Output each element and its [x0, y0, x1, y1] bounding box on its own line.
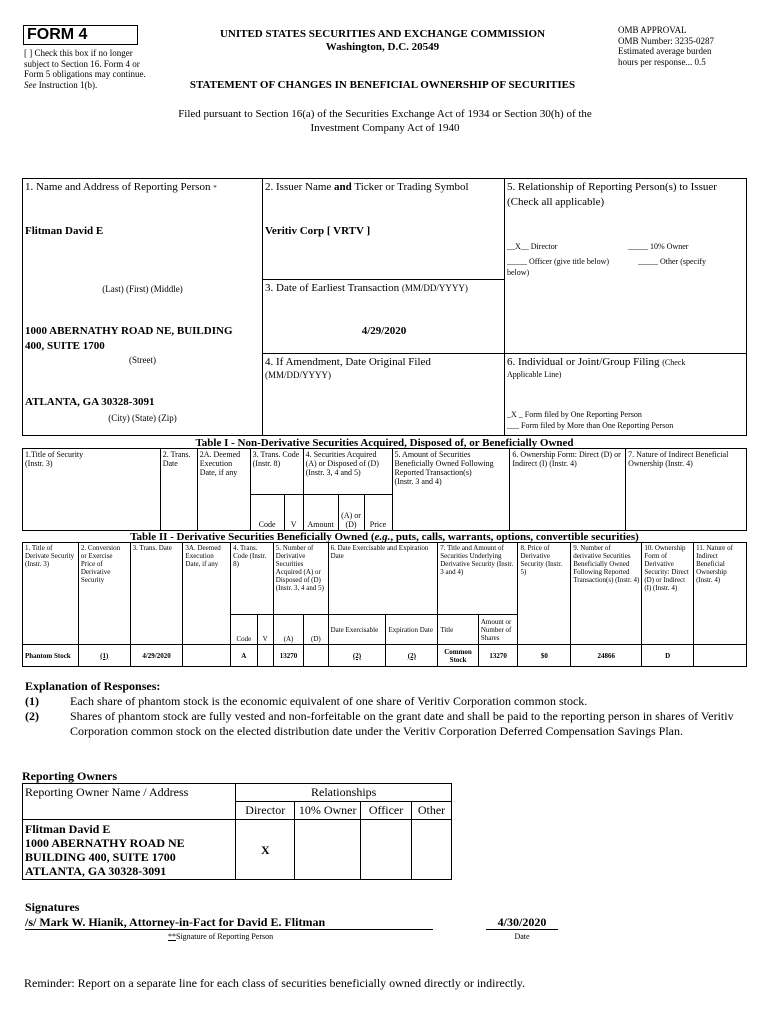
- box3-label-fmt: (MM/DD/YYYY): [401, 283, 468, 293]
- t2-col-conversion: 2. Conversion or Exercise Price of Derivative Security: [78, 543, 130, 645]
- explanation-n2: (2): [25, 709, 39, 723]
- owners-col-director: Director: [236, 802, 295, 820]
- box3-label-text: 3. Date of Earliest Transaction: [265, 282, 400, 294]
- signer-label: **Signature of Reporting Person: [168, 932, 274, 941]
- t2-sub-amount: Amount or Number of Shares: [478, 615, 518, 645]
- t2-sub-a: (A): [273, 615, 303, 645]
- t2-sub-code: Code: [231, 615, 257, 645]
- owners-col-name: Reporting Owner Name / Address: [23, 784, 236, 820]
- box2-label-pre: 2. Issuer Name: [265, 181, 332, 193]
- t2-col-form: 10. Ownership Form of Derivative Security: Direct (D) or Indirect (I) (Instr. 4): [642, 543, 694, 645]
- t2-col-exercisable: 6. Date Exercisable and Expiration Date: [328, 543, 438, 615]
- owners-table: [22, 783, 452, 880]
- check-box-text: [ ] Check this box if no longer subject to Section 16. Form 4 or Form 5 obligations may continue.: [24, 48, 146, 79]
- earliest-transaction-date: 4/29/2020: [361, 325, 407, 337]
- table2-title: Table II - Derivative Securities Beneficially Owned (e.g., puts, calls, warrants, options, convertible securities): [130, 531, 639, 543]
- owners-col-10pct: 10% Owner: [295, 802, 361, 820]
- t2-col-number: 5. Number of Derivative Securities Acquired (A) or Disposed of (D) (Instr. 3, 4 and 5): [273, 543, 328, 615]
- box6-label-text: 6. Individual or Joint/Group Filing: [507, 356, 660, 368]
- filed-pursuant-2: Investment Company Act of 1940: [310, 122, 460, 134]
- box2-label-and: and: [334, 181, 352, 193]
- name-fields-label: (Last) (First) (Middle): [102, 284, 183, 294]
- t2-row-code: A: [231, 645, 257, 667]
- filed-pursuant-1: Filed pursuant to Section 16(a) of the Securities Exchange Act of 1934 or Section 30(h) of the: [178, 108, 592, 120]
- commission-name: UNITED STATES SECURITIES AND EXCHANGE COMMISSION: [219, 28, 546, 40]
- box6-label: [507, 356, 747, 369]
- box5-label-2: (Check all applicable): [507, 196, 605, 208]
- t2-row-exp: (2): [386, 645, 438, 667]
- box4-label: 4. If Amendment, Date Original Filed: [265, 356, 431, 368]
- signer-name: /s/ Mark W. Hianik, Attorney-in-Fact for David E. Flitman: [25, 915, 433, 930]
- box4-label-fmt: (MM/DD/YYYY): [265, 370, 331, 380]
- explanation-heading: Explanation of Responses:: [25, 679, 161, 693]
- table-row: [23, 820, 452, 880]
- owner-other-mark: [412, 820, 452, 880]
- form-title: FORM 4: [23, 25, 138, 45]
- explanation-n1: (1): [25, 694, 39, 708]
- box1-label: [25, 181, 260, 194]
- table1: [22, 448, 747, 531]
- t1-sub-price: Price: [364, 495, 392, 531]
- t2-row-price: $0: [518, 645, 571, 667]
- commission-city: Washington, D.C. 20549: [325, 41, 440, 53]
- city-label: (City) (State) (Zip): [108, 413, 177, 423]
- t2-row-date-ex: (2): [328, 645, 386, 667]
- t2-row-d: [304, 645, 328, 667]
- t1-sub-amount: Amount: [303, 495, 338, 531]
- box1-label-text: 1. Name and Address of Reporting Person: [25, 181, 211, 193]
- owner-director-mark: X: [236, 820, 295, 880]
- statement-title: STATEMENT OF CHANGES IN BENEFICIAL OWNERSHIP OF SECURITIES: [189, 79, 576, 91]
- signature-date-label: Date: [514, 932, 530, 941]
- street-label: (Street): [129, 355, 156, 365]
- t1-sub-ad: (A) or (D): [338, 495, 364, 531]
- reminder: Reminder: Report on a separate line for each class of securities beneficially owned directly or indirectly.: [24, 976, 526, 990]
- reporting-person-name: Flitman David E: [25, 225, 104, 237]
- box6-label-2: Applicable Line): [507, 370, 562, 379]
- t2-col-underlying: 7. Title and Amount of Securities Underlying Derivative Security (Instr. 3 and 4): [438, 543, 518, 615]
- relationship-officer: _____ Officer (give title below): [507, 257, 610, 266]
- signatures-heading: Signatures: [25, 900, 80, 914]
- owner-name-address: Flitman David E 1000 ABERNATHY ROAD NE BUILDING 400, SUITE 1700 ATLANTA, GA 30328-3091: [23, 820, 236, 880]
- t2-sub-exp: Expiration Date: [386, 615, 438, 645]
- t2-row-und-title: Common Stock: [438, 645, 479, 667]
- t2-row-conversion-mark: (1): [100, 651, 109, 660]
- t2-row-nature: [694, 645, 747, 667]
- t2-col-trans-date: 3. Trans. Date: [130, 543, 183, 645]
- t2-col-owned: 9. Number of derivative Securities Beneficially Owned Following Reported Transaction(s) (Instr. 4): [571, 543, 642, 645]
- owner-officer-mark: [361, 820, 412, 880]
- table-row: [23, 645, 747, 667]
- t2-col-code: 4. Trans. Code (Instr. 8): [231, 543, 274, 615]
- t2-row-und-amount: 13270: [478, 645, 518, 667]
- owners-heading: Reporting Owners: [22, 769, 117, 783]
- divider-3: [262, 279, 505, 280]
- owners-col-officer: Officer: [361, 802, 412, 820]
- t2-col-deemed: 3A. Deemed Execution Date, if any: [183, 543, 231, 645]
- table2: [22, 542, 747, 667]
- box6-label-small: (Check: [662, 358, 686, 367]
- t2-sub-date-ex: Date Exercisable: [328, 615, 386, 645]
- relationship-other: _____ Other (specify: [638, 257, 706, 266]
- t2-row-owned: 24866: [571, 645, 642, 667]
- street-line-2: 400, SUITE 1700: [25, 340, 105, 352]
- t1-sub-code: Code: [250, 495, 284, 531]
- relationship-other-2: below): [507, 268, 530, 277]
- t1-col-acquired: 4. Securities Acquired (A) or Disposed of (D) (Instr. 3, 4 and 5): [303, 449, 392, 495]
- t2-row-a: 13270: [273, 645, 303, 667]
- t1-col-deemed: 2A. Deemed Execution Date, if any: [197, 449, 250, 531]
- omb-approval: OMB APPROVAL: [618, 25, 687, 35]
- check-box-see: See: [24, 79, 37, 90]
- explanation-t2: Shares of phantom stock are fully vested and non-forfeitable on the grant date and shall be paid to the reporting person in shares of Veritiv Corporation common stock on the elected distribution date under the Veritiv Corporation Deferred Compensation Savings Plan.: [70, 709, 734, 738]
- filing-one-person: _X _ Form filed by One Reporting Person: [507, 410, 642, 419]
- omb-box: [618, 25, 758, 67]
- relationship-10pct: _____ 10% Owner: [628, 242, 689, 251]
- issuer-name: Veritiv Corp [ VRTV ]: [265, 225, 371, 237]
- t2-sub-d: (D): [304, 615, 328, 645]
- t1-col-trans-date: 2. Trans. Date: [160, 449, 197, 531]
- filing-more-persons: ___ Form filed by More than One Reporting Person: [507, 421, 674, 430]
- t2-row-conversion: [78, 645, 130, 667]
- box5-label: 5. Relationship of Reporting Person(s) to Issuer: [507, 181, 717, 193]
- box3-label: [265, 282, 505, 295]
- t1-col-code: 3. Trans. Code (Instr. 8): [250, 449, 303, 495]
- t2-row-form: D: [642, 645, 694, 667]
- signature-date: 4/30/2020: [486, 915, 558, 930]
- explanation-t1: Each share of phantom stock is the economic equivalent of one share of Veritiv Corporation common stock.: [70, 694, 588, 708]
- owners-col-rel: Relationships: [236, 784, 452, 802]
- t2-sub-v: V: [257, 615, 273, 645]
- t2-row-v: [257, 645, 273, 667]
- check-box-instr: Instruction 1(b).: [38, 79, 98, 90]
- divider-4: [262, 353, 747, 354]
- t1-col-amount-owned: 5. Amount of Securities Beneficially Owned Following Reported Transaction(s) (Instr. 3 and 4): [392, 449, 510, 531]
- table1-title: Table I - Non-Derivative Securities Acquired, Disposed of, or Beneficially Owned: [195, 437, 574, 449]
- omb-burden-2: hours per response... 0.5: [618, 56, 706, 67]
- t2-sub-title: Title: [438, 615, 479, 645]
- owner-10pct-mark: [295, 820, 361, 880]
- box1-label-mark: *: [213, 184, 217, 192]
- relationship-director: __X__ Director: [507, 242, 558, 251]
- t2-row-date: 4/29/2020: [130, 645, 183, 667]
- t2-row-deemed: [183, 645, 231, 667]
- omb-burden-1: Estimated average burden: [618, 46, 712, 56]
- check-box-note: [24, 48, 152, 90]
- t1-col-ownership-form: 6. Ownership Form: Direct (D) or Indirect (I) (Instr. 4): [510, 449, 626, 531]
- box2-label-post: Ticker or Trading Symbol: [354, 181, 469, 193]
- t2-col-title: 1. Title of Derivate Security (Instr. 3): [23, 543, 79, 645]
- street-line-1: 1000 ABERNATHY ROAD NE, BUILDING: [25, 325, 233, 337]
- t2-col-price: 8. Price of Derivative Security (Instr. 5): [518, 543, 571, 645]
- city-state-zip: ATLANTA, GA 30328-3091: [25, 396, 155, 408]
- t1-sub-v: V: [284, 495, 303, 531]
- divider-1: [262, 178, 263, 436]
- box2-label: [265, 181, 505, 194]
- omb-number: OMB Number: 3235-0287: [618, 35, 714, 46]
- divider-2: [504, 178, 505, 436]
- t1-col-nature: 7. Nature of Indirect Beneficial Ownership (Instr. 4): [626, 449, 747, 531]
- t2-col-nature: 11. Nature of Indirect Beneficial Ownership (Instr. 4): [694, 543, 747, 645]
- t2-row-title: Phantom Stock: [23, 645, 79, 667]
- t1-col-title: 1.Title of Security (Instr. 3): [23, 449, 161, 531]
- owners-col-other: Other: [412, 802, 452, 820]
